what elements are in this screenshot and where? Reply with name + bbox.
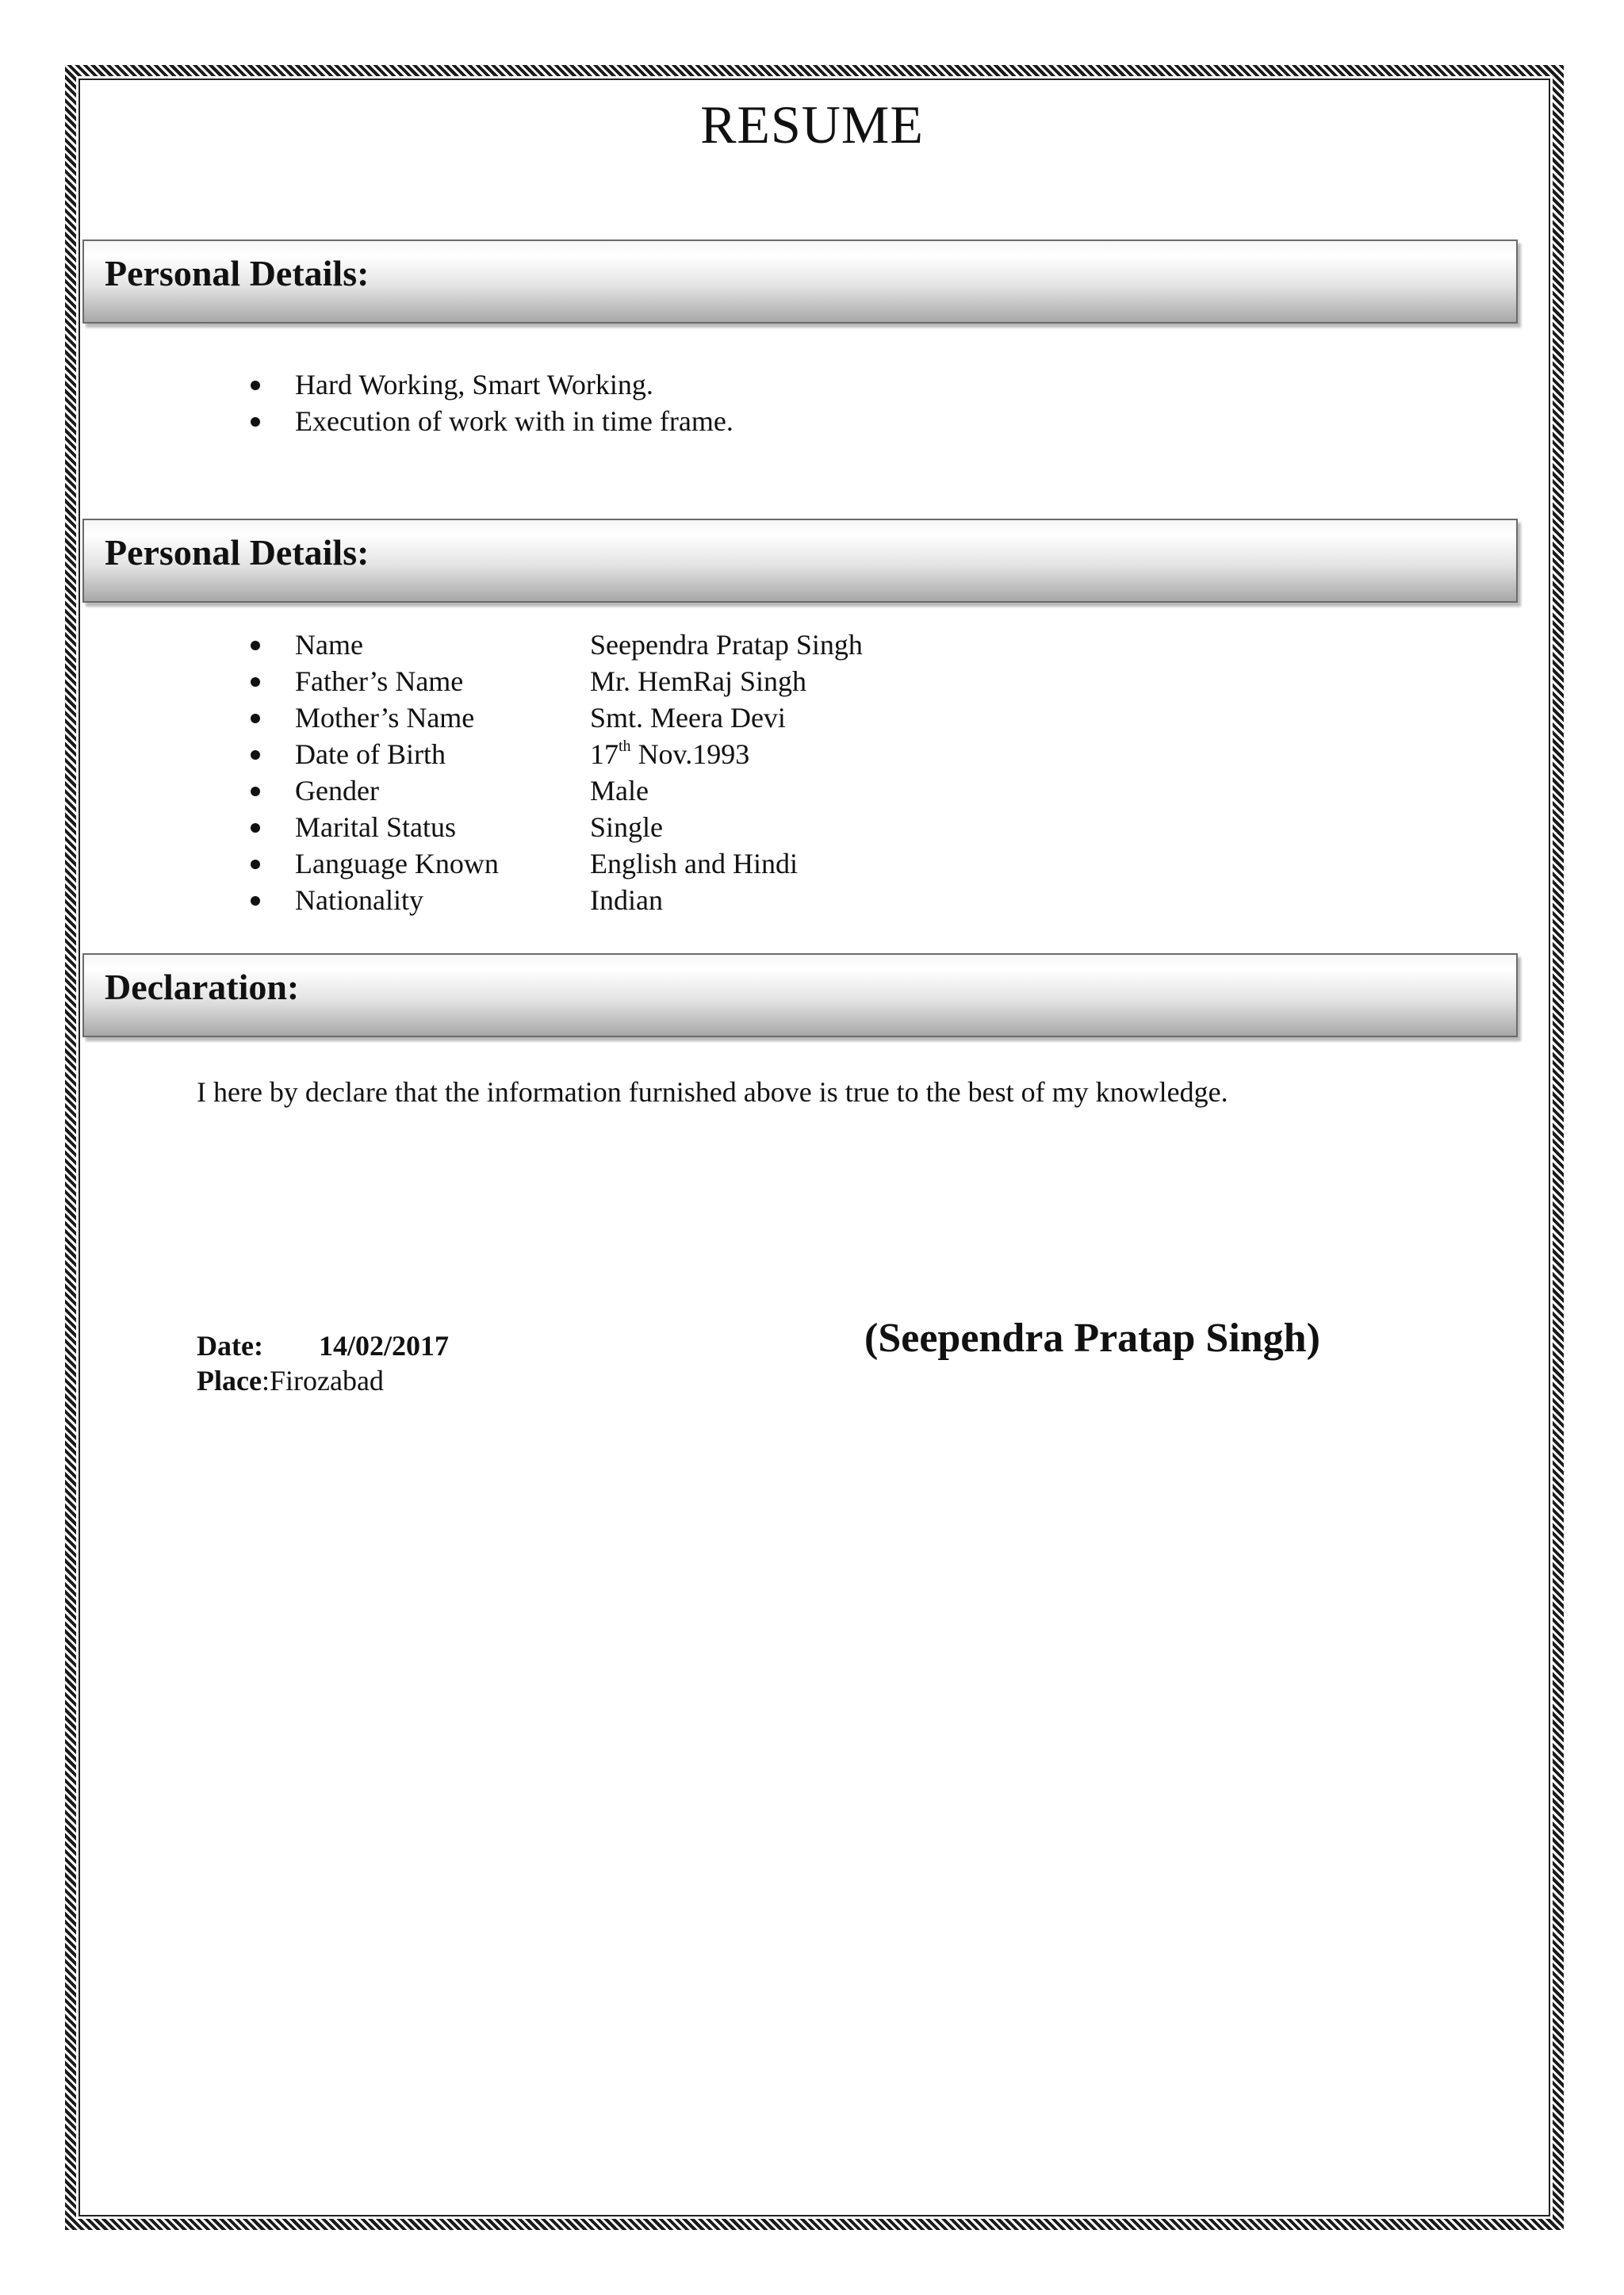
- detail-row-date-of-birth: [238, 736, 750, 772]
- page-title: RESUME: [700, 94, 924, 155]
- detail-row-nationality: [238, 882, 663, 918]
- detail-value: English and Hindi: [590, 848, 798, 879]
- detail-label: Language Known: [295, 848, 499, 879]
- place-value: Firozabad: [269, 1365, 384, 1397]
- detail-row-gender: [238, 772, 649, 809]
- place-line: [197, 1364, 384, 1397]
- section-heading: Personal Details:: [105, 253, 370, 293]
- date-label: Date:: [197, 1330, 263, 1362]
- declaration-text: I here by declare that the information furnished above is true to the best of my knowledge.: [197, 1076, 1228, 1108]
- detail-label: Father’s Name: [295, 665, 464, 697]
- place-label: Place: [197, 1365, 262, 1397]
- dob-rest: Nov.1993: [630, 738, 750, 770]
- detail-value: Smt. Meera Devi: [590, 702, 786, 734]
- detail-value: Male: [590, 775, 649, 807]
- dob-day: 17: [590, 738, 619, 770]
- detail-value: Seependra Pratap Singh: [590, 629, 863, 661]
- section-header-personal-details: [82, 519, 1518, 603]
- section-header-declaration: [82, 953, 1518, 1037]
- date-value: 14/02/2017: [319, 1330, 450, 1362]
- detail-label: Nationality: [295, 884, 423, 916]
- detail-label: Mother’s Name: [295, 702, 475, 734]
- detail-row-name: [238, 626, 863, 663]
- personal-details-list: [238, 626, 863, 918]
- place-separator: :: [261, 1365, 270, 1397]
- list-item: Hard Working, Smart Working.: [238, 366, 733, 403]
- detail-row-marital-status: [238, 809, 664, 845]
- section-heading: Personal Details:: [105, 532, 370, 573]
- detail-value: Single: [590, 811, 664, 843]
- detail-label: Marital Status: [295, 811, 456, 843]
- detail-value: [590, 736, 749, 772]
- detail-value: Indian: [590, 884, 663, 916]
- dob-day-suffix: th: [619, 738, 631, 755]
- detail-label: Gender: [295, 775, 379, 807]
- detail-row-language-known: [238, 845, 798, 882]
- list-item: Execution of work with in time frame.: [238, 403, 733, 439]
- section-header-strengths: [82, 239, 1518, 324]
- signature-name: (Seependra Pratap Singh): [864, 1316, 1320, 1361]
- detail-value: Mr. HemRaj Singh: [590, 665, 807, 697]
- detail-row-father-name: [238, 663, 807, 699]
- detail-label: Name: [295, 629, 363, 661]
- detail-row-mother-name: [238, 699, 786, 736]
- date-line: [197, 1329, 450, 1362]
- section-heading: Declaration:: [105, 967, 300, 1007]
- strengths-list: [238, 366, 733, 439]
- detail-label: Date of Birth: [295, 738, 446, 770]
